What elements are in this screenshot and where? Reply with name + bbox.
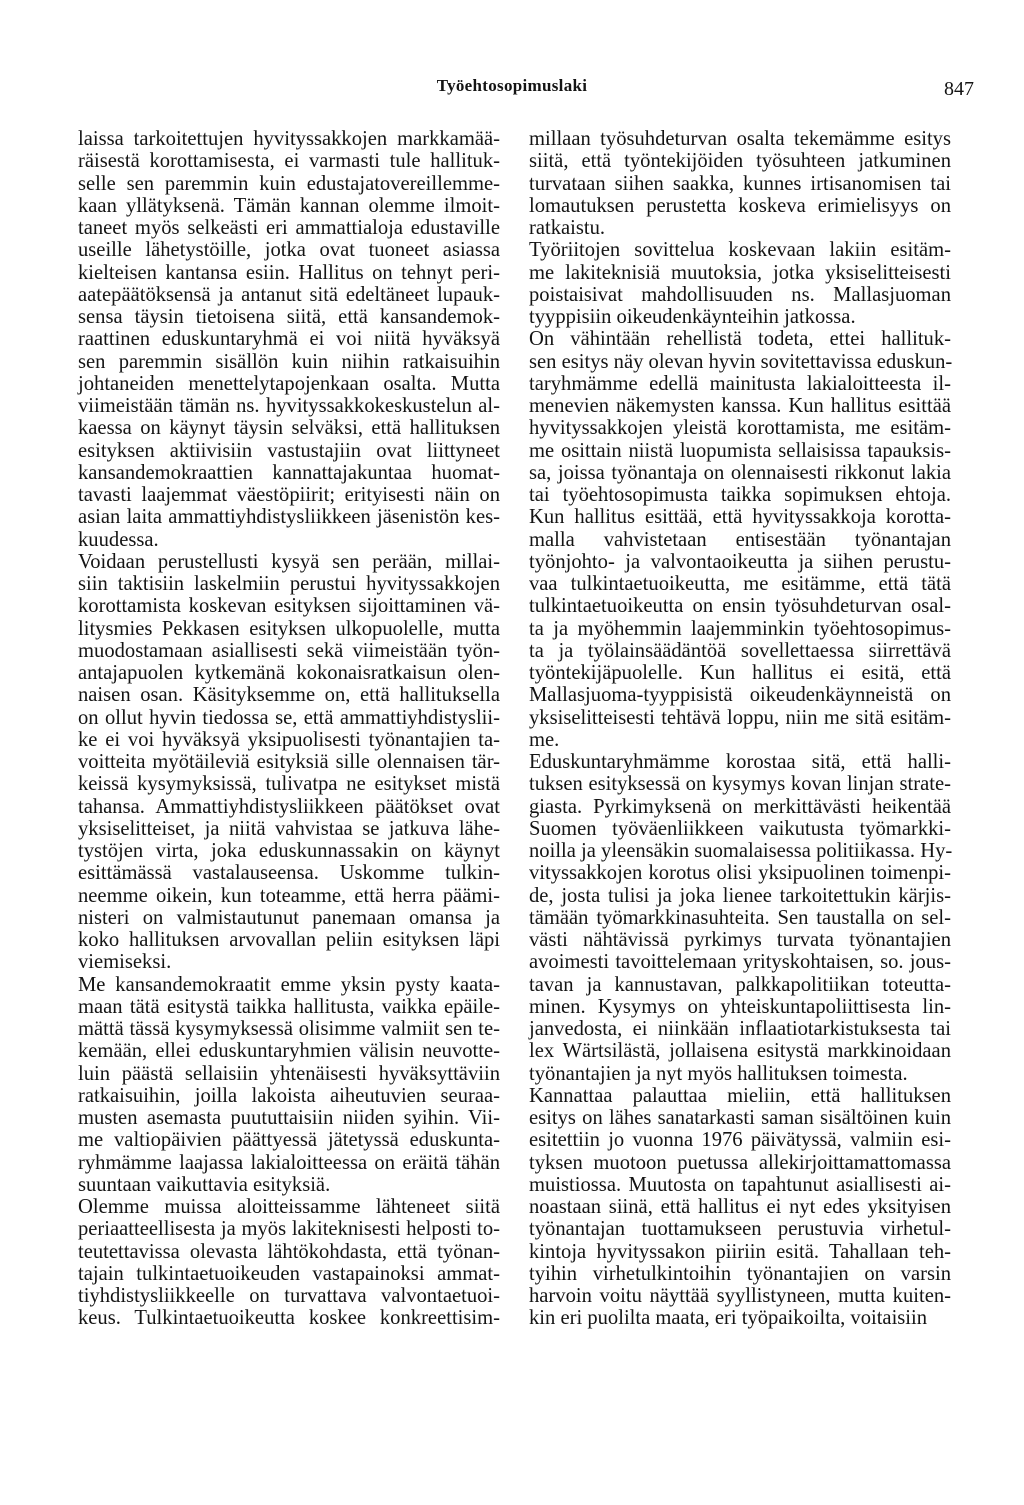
text-line: ta ja myöhemmin laajemminkin työehtosopimus- [529, 617, 951, 640]
text-line: tai työehtosopimusta taikka sopimuksen ehtoja. [529, 484, 951, 506]
page-header [0, 72, 1024, 102]
text-line: lex Wärtsilästä, jollaisena esitystä markkinoidaan [529, 1040, 951, 1063]
text-line: Me kansandemokraatit emme yksin pysty kaata- [78, 973, 500, 996]
text-line: naisen osan. Käsityksemme on, että hallituksella [78, 684, 500, 707]
text-line: neemme oikein, kun toteamme, että herra päämi- [78, 884, 500, 907]
text-line: esityksen aktiivisiin vastustajiin ovat liittyneet [78, 439, 500, 462]
text-line: periaatteellisesta ja myös lakiteknisesti helposti to- [78, 1218, 500, 1241]
text-line: teutettavissa olevasta lähtökohdasta, että työnan- [78, 1240, 500, 1263]
text-line: sen esitys näy olevan hyvin sovitettavissa eduskun- [529, 350, 953, 373]
text-line: luin päästä sellaisiin yhtenäisesti hyväksyttäviin [78, 1062, 500, 1085]
text-line: työntekijäpuolelle. Kun hallitus ei esitä, että [529, 662, 951, 684]
text-line: tuksen esityksessä on kysymys kovan linjan strate- [529, 773, 951, 796]
text-line: asian laita ammattiyhdistysliikkeen jäsenistön kes- [78, 506, 500, 529]
text-line: litysmies Pekkasen esityksen ulkopuolelle, mutta [78, 617, 500, 640]
text-line: sensa täysin tietoisena siitä, että kansandemok- [78, 306, 500, 328]
text-line: tystöjen virta, joka eduskunnassakin on käynyt [78, 840, 500, 862]
text-line: västi nähtävissä pyrkimys turvata työnantajien [529, 929, 951, 951]
text-line: maan tätä esitystä taikka hallitusta, vaikka epäile- [78, 995, 500, 1018]
text-line: korottamista koskevan esityksen sijoittaminen vä- [78, 595, 500, 618]
text-line: keus. Tulkintaetuoikeutta koskee konkreettisim- [78, 1307, 500, 1330]
text-line: aatepäätöksensä ja antanut sitä edeltäneet lupauk- [78, 283, 500, 306]
text-line: Voidaan perustellusti kysyä sen perään, millai- [78, 550, 500, 573]
text-line: muodostamaan asiallisesti sekä viimeistään työn- [78, 639, 500, 662]
text-line: kintoja hyvityssakon piiriin esitä. Tahallaan teh- [529, 1240, 951, 1263]
text-line: useille lähetystöille, jotka ovat tuoneet asiassa [78, 239, 500, 262]
text-column-right [529, 128, 951, 1330]
text-line: minen. Kysymys on yhteiskuntapoliittisesta lin- [529, 995, 951, 1018]
text-line: voitteita myötäileviä esityksiä sille olennaisen tär- [78, 751, 500, 773]
text-line: ratkaisuihin, joilla lakoista aiheutuvien seuraa- [78, 1084, 500, 1107]
text-line: antajapuolen kytkemänä kokonaisratkaisun olen- [78, 662, 500, 684]
text-line: avoimesti tavoittelemaan yrityskohtaisen, so. jous- [529, 951, 951, 974]
text-line: de, josta tulisi ja joka lienee tarkoitettukin kärjis- [529, 884, 951, 907]
text-line: noastaan siinä, että hallitus ei nyt edes yksityisen [529, 1196, 951, 1218]
text-line: Suomen työväenliikkeen vaikutusta työmarkki- [529, 817, 951, 840]
text-line: yksiselitteiset, ja niitä vahvistaa se jatkuva lähe- [78, 817, 500, 840]
text-line: me osittain niistä luopumista sellaisissa tapauksis- [529, 439, 951, 462]
text-line: nisteri on valmistautunut panemaan omansa ja [78, 906, 500, 929]
text-line: lomautuksen perustetta koskeva erimielisyys on [529, 194, 951, 217]
text-line: muistiossa. Muutosta on tapahtunut asiallisesti ai- [529, 1173, 951, 1196]
text-line: kuudessa. [78, 528, 159, 551]
text-line: tyyppisiin oikeudenkäynteihin jatkossa. [529, 306, 856, 328]
text-line: tavan ja kannustavan, palkkapolitiikan toteutta- [529, 973, 951, 996]
text-line: tiyhdistysliikkeelle on turvattava valvontaetuoi- [78, 1285, 500, 1307]
text-line: työnantajien ja nyt myös hallituksen toimesta. [529, 1062, 908, 1085]
text-line: janvedosta, ei niinkään inflaatiotarkistuksesta tai [529, 1018, 951, 1040]
text-line: Mallasjuoma-tyyppisistä oikeudenkäynneistä on [529, 684, 951, 707]
text-line: on ollut hyvin tiedossa se, että ammattiyhdistyslii- [78, 706, 500, 729]
text-line: ryhmämme laajassa lakialoitteessa on eräitä tähän [78, 1151, 500, 1174]
text-line: räisestä korottamisesta, ei varmasti tule hallituk- [78, 150, 500, 173]
running-title: Työehtosopimuslaki [436, 76, 588, 95]
text-line: kielteisen kantansa esiin. Hallitus on tehnyt peri- [78, 261, 500, 284]
text-line: tyksen muotoon puetussa allekirjoittamattomassa [529, 1151, 951, 1174]
text-line: vaa tulkintaetuoikeutta, me esitämme, että tätä [529, 573, 951, 595]
text-line: kansandemokraattien kannattajakuntaa huomat- [78, 461, 500, 484]
text-line: suuntaan vaikuttavia esityksiä. [78, 1173, 331, 1196]
text-line: johtaneiden menettelytapojenkaan osalta. Mutta [78, 372, 500, 395]
text-line: laissa tarkoitettujen hyvityssakkojen markkamää- [78, 128, 500, 150]
text-line: me. [529, 728, 560, 751]
text-line: hyvityssakkojen yleistä korottamista, me esitäm- [529, 417, 951, 440]
text-line: millaan työsuhdeturvan osalta tekemämme esitys [529, 128, 951, 150]
text-line: turvataan siihen saakka, kunnes irtisanomisen tai [529, 172, 951, 195]
text-line: kemään, ellei eduskuntaryhmien välisin neuvotte- [78, 1040, 500, 1063]
text-line: esittämässä vastalauseensa. Uskomme tulkin- [78, 862, 500, 885]
text-line: kaan yllätyksenä. Tämän kannan olemme ilmoit- [78, 194, 500, 217]
text-line: sa, joissa työnantaja on olennaisesti rikkonut lakia [529, 461, 951, 484]
text-line: noilla ja yleensäkin suomalaisessa politiikassa. Hy- [529, 840, 953, 862]
text-line: ratkaistu. [529, 217, 606, 239]
text-line: menevien näkemysten kanssa. Kun hallitus esittää [529, 395, 951, 417]
text-line: me lakiteknisiä muutoksia, jotka yksiselitteisesti [529, 261, 951, 284]
text-line: tyihin virhetulkintoihin työnantajien on varsin [529, 1262, 951, 1285]
text-line: koko hallituksen arvovallan peliin esityksen läpi [78, 929, 500, 951]
text-line: tajain tulkintaetuoikeuden vastapainoksi ammat- [78, 1262, 500, 1285]
text-line: musten asemasta puututtaisiin niiden syihin. Vii- [78, 1107, 500, 1129]
text-line: Eduskuntaryhmämme korostaa sitä, että halli- [529, 751, 951, 773]
text-line: On vähintään rehellistä todeta, ettei hallituk- [529, 328, 951, 351]
text-line: harvoin voitu näyttää syyllistyneen, mutta kuiten- [529, 1285, 951, 1307]
text-line: raattinen eduskuntaryhmä ei voi niitä hyväksyä [78, 328, 500, 351]
text-line: Kannattaa palauttaa mieliin, että hallituksen [529, 1084, 951, 1107]
text-column-left [78, 128, 500, 1330]
text-line: ta ja työlainsäädäntöä sovellettaessa siirrettävä [529, 639, 951, 662]
text-line: työnantajan tuottamukseen perustuvia virhetul- [529, 1218, 951, 1241]
text-line: kin eri puolilta maata, eri työpaikoilta, voitaisiin [529, 1307, 928, 1330]
text-line: malla vahvistetaan entisestään työnantajan [529, 528, 951, 551]
text-line: vityssakkojen korotus olisi yksipuolinen toimenpi- [529, 862, 951, 885]
text-line: viimeistään tämän ns. hyvityssakkokeskustelun al- [78, 395, 500, 417]
text-line: työnjohto- ja valvontaoikeutta ja siihen perustu- [529, 550, 951, 573]
text-line: tämään työmarkkinasuhteita. Sen taustalla on sel- [529, 906, 951, 929]
text-line: taryhmämme edellä mainitusta lakialoitteesta il- [529, 372, 951, 395]
text-line: selle sen paremmin kuin edustajatovereillemme- [78, 172, 500, 195]
text-line: tulkintaetuoikeutta on ensin työsuhdeturvan osal- [529, 595, 951, 618]
text-line: siitä, että työntekijöiden työsuhteen jatkuminen [529, 150, 951, 173]
text-line: poistaisivat mahdollisuuden ns. Mallasjuoman [529, 283, 951, 306]
text-line: tavasti laajemmat väestöpiirit; erityisesti näin on [78, 484, 500, 506]
text-line: keissä kysymyksissä, tulivatpa ne esitykset mistä [78, 773, 500, 796]
text-line: Työriitojen sovittelua koskevaan lakiin esitäm- [529, 239, 951, 262]
text-line: me valtiopäivien päättyessä jätetyssä eduskunta- [78, 1129, 500, 1152]
text-line: Kun hallitus esittää, että hyvityssakkoja korotta- [529, 506, 951, 529]
text-line: tahansa. Ammattiyhdistysliikkeen päätökset ovat [78, 795, 500, 818]
text-line: Olemme muissa aloitteissamme lähteneet siitä [78, 1196, 500, 1218]
text-line: sen paremmin sisällön kuin niihin ratkaisuihin [78, 350, 500, 373]
text-line: viemiseksi. [78, 951, 172, 974]
text-line: yksiselitteisesti tehtävä loppu, niin me sitä esitäm- [529, 706, 951, 729]
text-line: giasta. Pyrkimyksenä on merkittävästi heikentää [529, 795, 951, 818]
text-line: esitettiin jo vuonna 1976 päivätyssä, valmiin esi- [529, 1129, 951, 1152]
page-number: 847 [944, 78, 974, 100]
text-line: taneet myös selkeästi eri ammattialoja edustaville [78, 217, 500, 239]
text-line: kaessa on käynyt täysin selväksi, että hallituksen [78, 417, 500, 440]
text-line: siin taktisiin laskelmiin perustui hyvityssakkojen [78, 573, 500, 595]
text-line: mättä tässä kysymyksessä olisimme valmiit sen te- [78, 1018, 500, 1040]
text-line: ke ei voi hyväksyä yksipuolisesti työnantajien ta- [78, 728, 500, 751]
text-line: esitys on lähes sanatarkasti saman sisältöinen kuin [529, 1107, 951, 1129]
